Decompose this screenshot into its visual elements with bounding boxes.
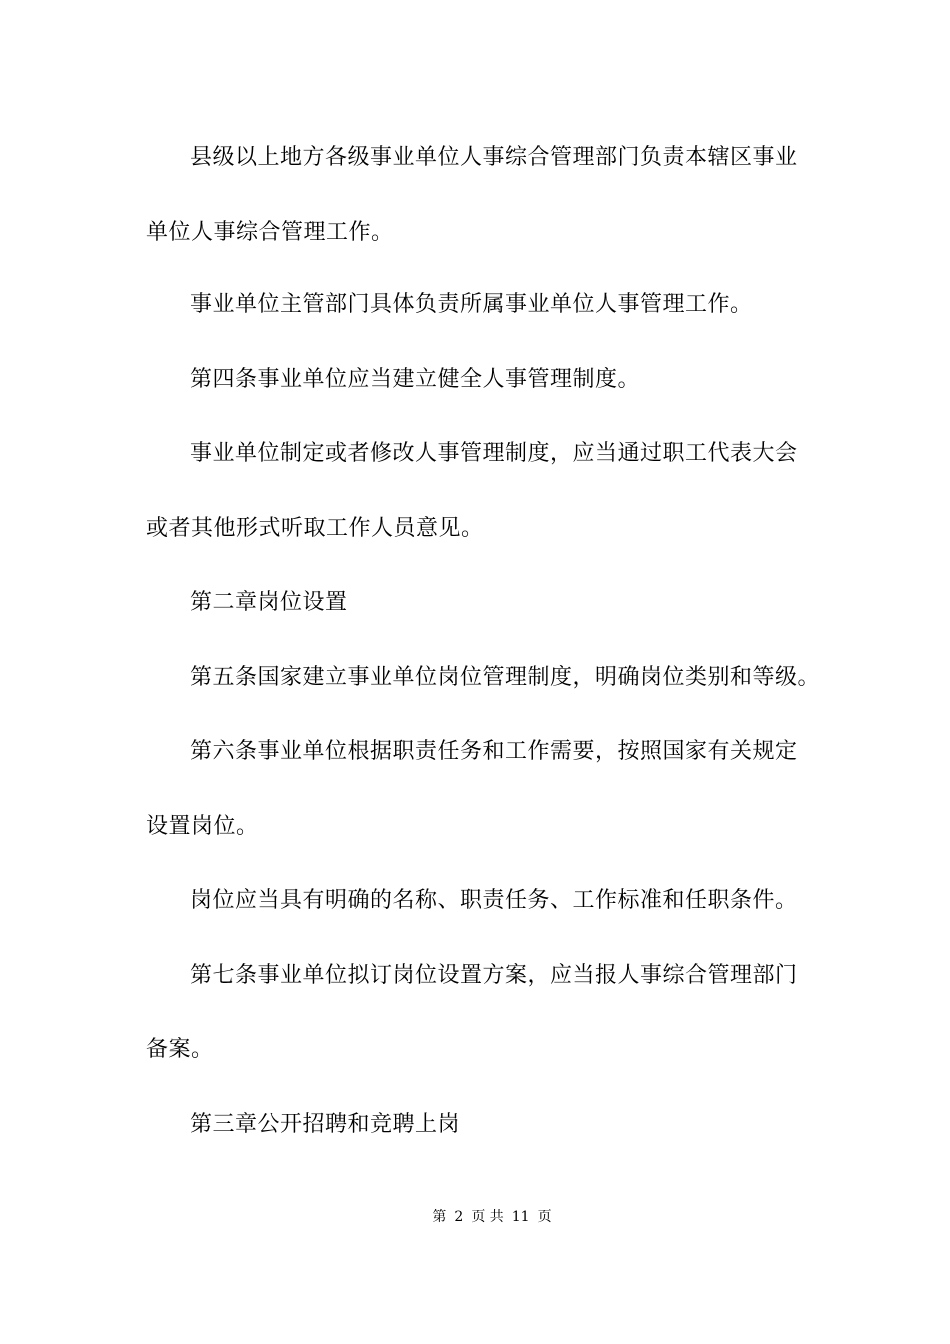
text-line: 事业单位主管部门具体负责所属事业单位人事管理工作。 — [190, 292, 753, 317]
page-footer — [0, 1207, 950, 1227]
total-pages-number: 11 — [511, 1209, 530, 1225]
text-line: 第四条事业单位应当建立健全人事管理制度。 — [190, 367, 641, 392]
text-line: 第六条事业单位根据职责任务和工作需要，按照国家有关规定 — [190, 739, 798, 764]
footer-suffix: 页 — [537, 1209, 552, 1225]
text-line: 单位人事综合管理工作。 — [146, 220, 394, 245]
text-line: 事业单位制定或者修改人事管理制度，应当通过职工代表大会 — [190, 441, 798, 466]
text-line: 县级以上地方各级事业单位人事综合管理部门负责本辖区事业 — [190, 145, 798, 170]
text-line: 第七条事业单位拟订岗位设置方案，应当报人事综合管理部门 — [190, 963, 798, 988]
footer-middle: 页 共 — [471, 1209, 504, 1225]
text-line: 岗位应当具有明确的名称、职责任务、工作标准和任职条件。 — [190, 888, 798, 913]
text-line: 备案。 — [146, 1037, 214, 1062]
footer-prefix: 第 — [432, 1209, 447, 1225]
text-line: 第五条国家建立事业单位岗位管理制度，明确岗位类别和等级。 — [190, 665, 821, 690]
text-line: 设置岗位。 — [146, 814, 259, 839]
chapter-heading: 第三章公开招聘和竞聘上岗 — [190, 1112, 461, 1137]
current-page-number: 2 — [454, 1209, 464, 1225]
text-line: 或者其他形式听取工作人员意见。 — [146, 516, 484, 541]
chapter-heading: 第二章岗位设置 — [190, 590, 348, 615]
